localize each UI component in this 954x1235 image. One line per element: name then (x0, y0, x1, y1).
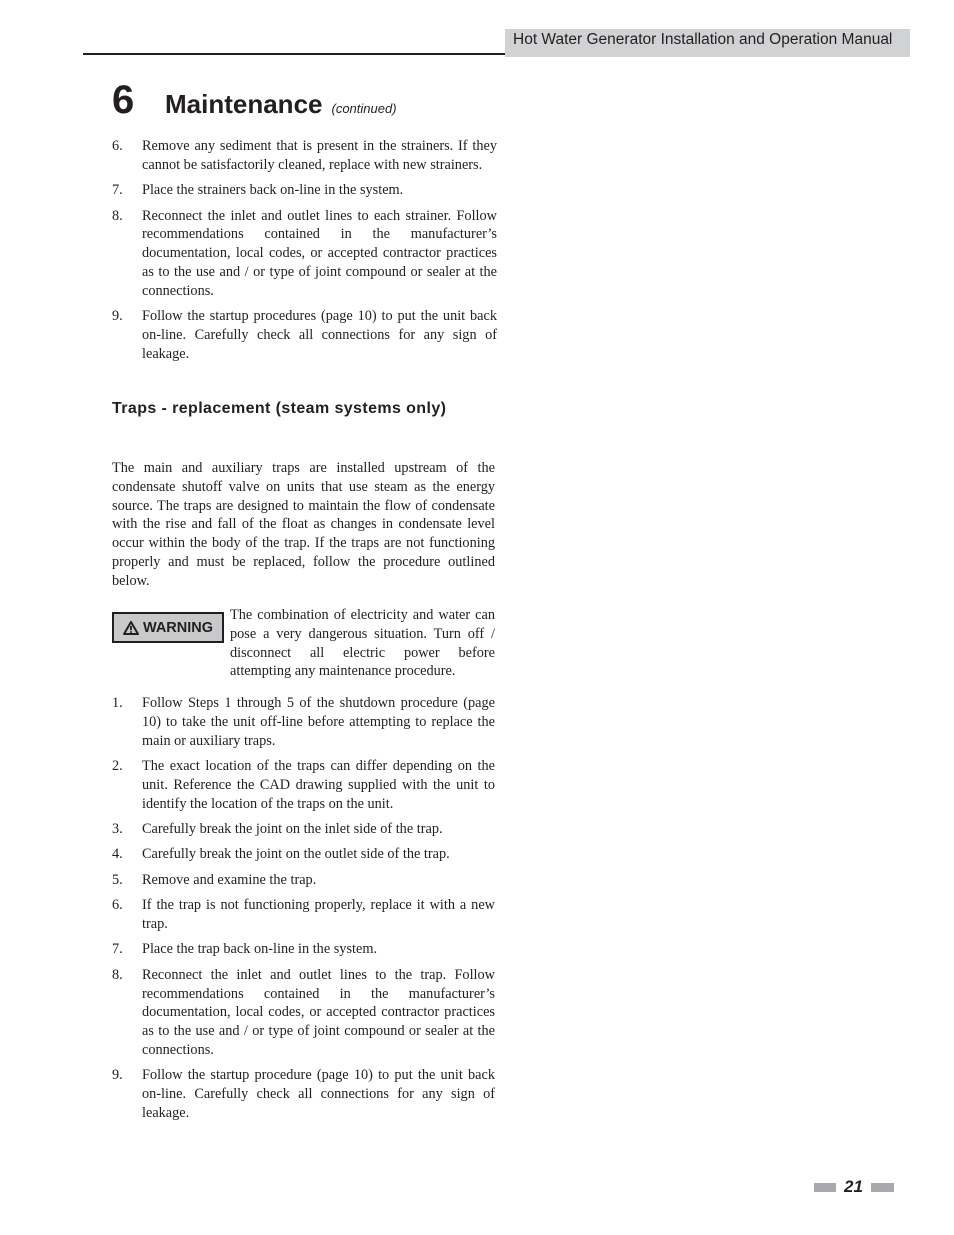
warning-label: WARNING (142, 619, 214, 636)
step-number: 9. (112, 1067, 123, 1084)
list-item (112, 757, 495, 813)
list-item (112, 181, 497, 200)
step-number: 2. (112, 757, 123, 774)
step-text: Follow Steps 1 through 5 of the shutdown procedure (page 10) to take the unit off-line before attempting to replace the main or auxiliary traps. (142, 695, 495, 749)
continued-label: (continued) (331, 101, 397, 116)
step-number: 8. (112, 207, 123, 224)
chapter-number: 6 (112, 78, 135, 122)
chapter-heading (112, 78, 397, 126)
step-text: Remove and examine the trap. (142, 871, 317, 888)
step-text: Place the trap back on-line in the system. (142, 941, 378, 958)
chapter-title: Maintenance (165, 89, 323, 119)
list-item (112, 207, 497, 301)
step-text: Reconnect the inlet and outlet lines to each strainer. Follow recommendations contained in the manufacturer’s documentation, local codes, or accepted contractor practices as to the use and / or type of joint compound or sealer at the connections. (142, 207, 497, 299)
running-header: Hot Water Generator Installation and Operation Manual (505, 29, 910, 57)
strainer-steps-list (112, 137, 497, 364)
section-heading-traps: Traps - replacement (steam systems only) (112, 400, 447, 417)
step-text: The exact location of the traps can differ depending on the unit. Reference the CAD drawing supplied with the unit to identify the location of the traps on the unit. (142, 757, 495, 812)
list-item (112, 940, 495, 959)
step-text: Place the strainers back on-line in the system. (142, 182, 404, 199)
step-text: Carefully break the joint on the inlet side of the trap. (142, 820, 443, 837)
step-number: 7. (112, 182, 123, 199)
step-number: 1. (112, 695, 123, 711)
step-number: 8. (112, 966, 123, 983)
step-number: 6. (112, 138, 123, 154)
list-item (112, 845, 495, 864)
list-item (112, 966, 495, 1060)
step-text: If the trap is not functioning properly, replace it with a new trap. (142, 897, 495, 932)
footer-bar-right (871, 1183, 894, 1192)
warning-text: The combination of electricity and water can pose a very dangerous situation. Turn off / disconnect all electric power before attempting any maintenance procedure. (230, 607, 495, 680)
header-rule (83, 53, 505, 55)
list-item (112, 307, 497, 363)
step-number: 4. (112, 846, 123, 863)
step-text: Follow the startup procedure (page 10) to put the unit back on-line. Carefully check all connections for any sign of leakage. (142, 1067, 495, 1121)
list-item (112, 896, 495, 934)
warning-triangle-icon (123, 621, 139, 635)
list-item (112, 820, 495, 839)
strainer-steps (112, 137, 497, 370)
step-number: 7. (112, 941, 123, 958)
step-number: 5. (112, 871, 123, 888)
step-text: Reconnect the inlet and outlet lines to the trap. Follow recommendations contained in the manufacturer’s documentation, local codes, or accepted contractor practices as to the use and / or type of joint compound or sealer at the connections. (142, 966, 495, 1058)
list-item (112, 137, 497, 175)
step-number: 9. (112, 308, 123, 325)
step-text: Follow the startup procedures (page 10) to put the unit back on-line. Carefully check all connections for any sign of leakage. (142, 308, 497, 362)
traps-intro-paragraph: The main and auxiliary traps are installed upstream of the condensate shutoff valve on units that use steam as the energy source. The traps are designed to maintain the flow of condensate with the rise and fall of the float as changes in condensate level occur within the body of the trap. If the traps are not functioning properly and must be replaced, follow the procedure outlined below. (112, 460, 495, 589)
step-text: Carefully break the joint on the outlet side of the trap. (142, 846, 450, 863)
list-item (112, 1066, 495, 1122)
step-number: 3. (112, 820, 123, 837)
trap-steps-list (112, 694, 495, 1123)
list-item (112, 871, 495, 890)
step-number: 6. (112, 897, 123, 914)
trap-steps (112, 694, 495, 1129)
warning-badge (112, 612, 224, 643)
page-footer (814, 1176, 894, 1198)
list-item (112, 694, 495, 750)
page-number: 21 (844, 1177, 863, 1196)
footer-bar-left (814, 1183, 836, 1192)
step-text: Remove any sediment that is present in the strainers. If they cannot be satisfactorily cleaned, replace with new strainers. (142, 138, 497, 173)
